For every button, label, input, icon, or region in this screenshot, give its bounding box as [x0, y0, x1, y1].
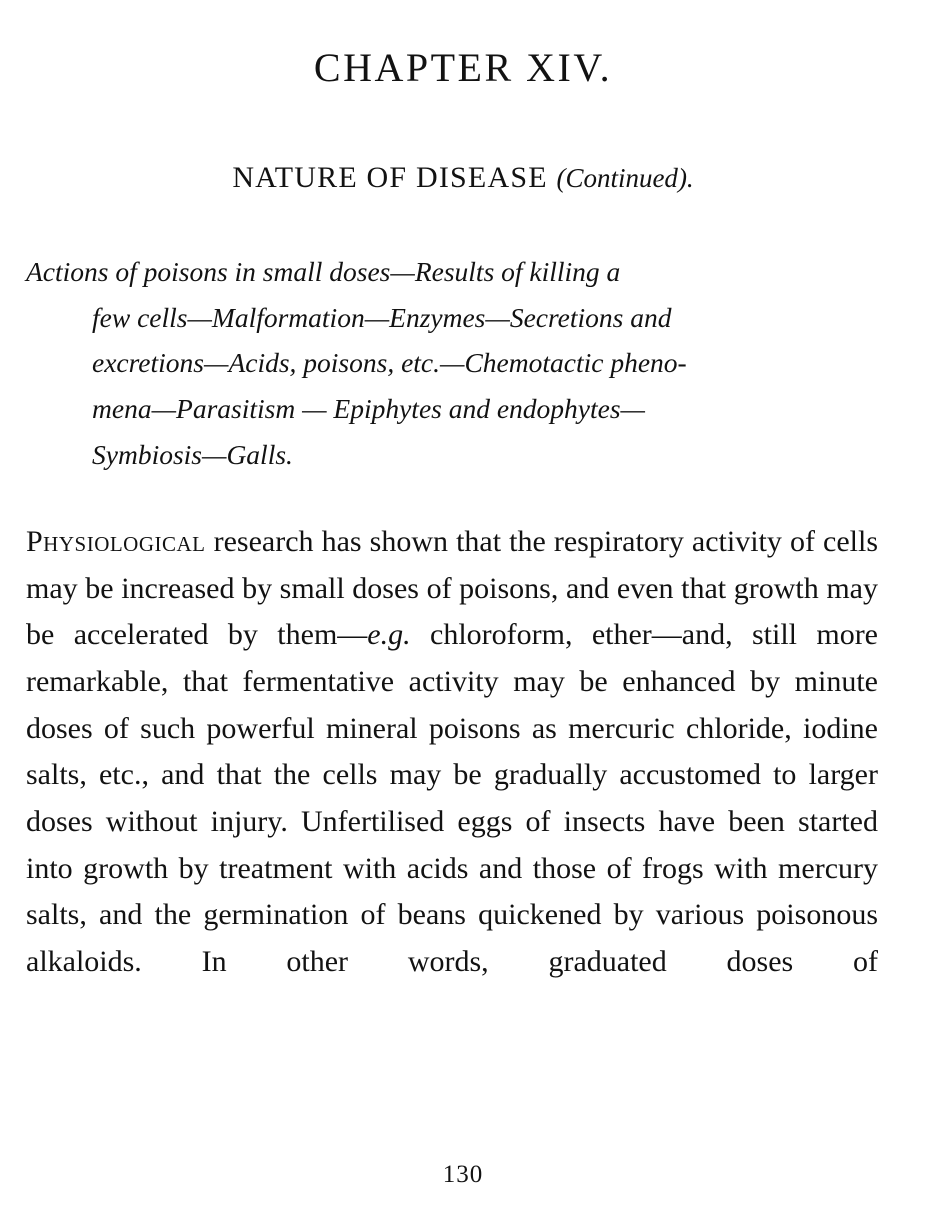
synopsis-line: Actions of poisons in small doses—Results of killing a: [26, 256, 621, 287]
paragraph-text-part-1: research has shown that the respiratory activity of cells may be increased by small doses of poisons, and even that growth may be accelerated by them—: [26, 525, 878, 652]
chapter-subtitle-main: NATURE OF DISEASE: [232, 161, 548, 194]
chapter-title: CHAPTER XIV.: [313, 45, 613, 90]
paren-close: ).: [677, 163, 694, 193]
chapter-subtitle: [26, 161, 900, 195]
synopsis-line: mena—Parasitism — Epiphytes and endophytes—: [92, 392, 646, 424]
continued-word: Continued: [565, 163, 678, 193]
page-number: 130: [442, 1161, 484, 1188]
chapter-synopsis: [26, 249, 900, 477]
body-paragraph: [26, 519, 900, 985]
paren-open: (: [556, 163, 566, 193]
paragraph-lead-smallcaps: Physiological: [26, 525, 206, 559]
synopsis-line: excretions—Acids, poisons, etc.—Chemotactic pheno-: [92, 347, 687, 379]
paragraph-italic-eg: e.g.: [367, 618, 411, 652]
synopsis-line: few cells—Malformation—Enzymes—Secretions and: [92, 301, 672, 333]
chapter-subtitle-continued: [556, 163, 693, 193]
synopsis-line: Symbiosis—Galls.: [92, 438, 293, 470]
paragraph-text-part-2: chloroform, ether—and, still more remarkable, that fermentative activity may be enhanced by minute doses of such powerful mineral poisons as mercuric chloride, iodine salts, etc., and that the cells may be gradually accustomed to larger doses without injury. Unfertilised eggs of insects have been started into growth by treatment with acids and those of frogs with mercury salts, and the germination of beans quickened by various poisonous alkaloids. In other words, graduated doses of: [26, 618, 878, 978]
